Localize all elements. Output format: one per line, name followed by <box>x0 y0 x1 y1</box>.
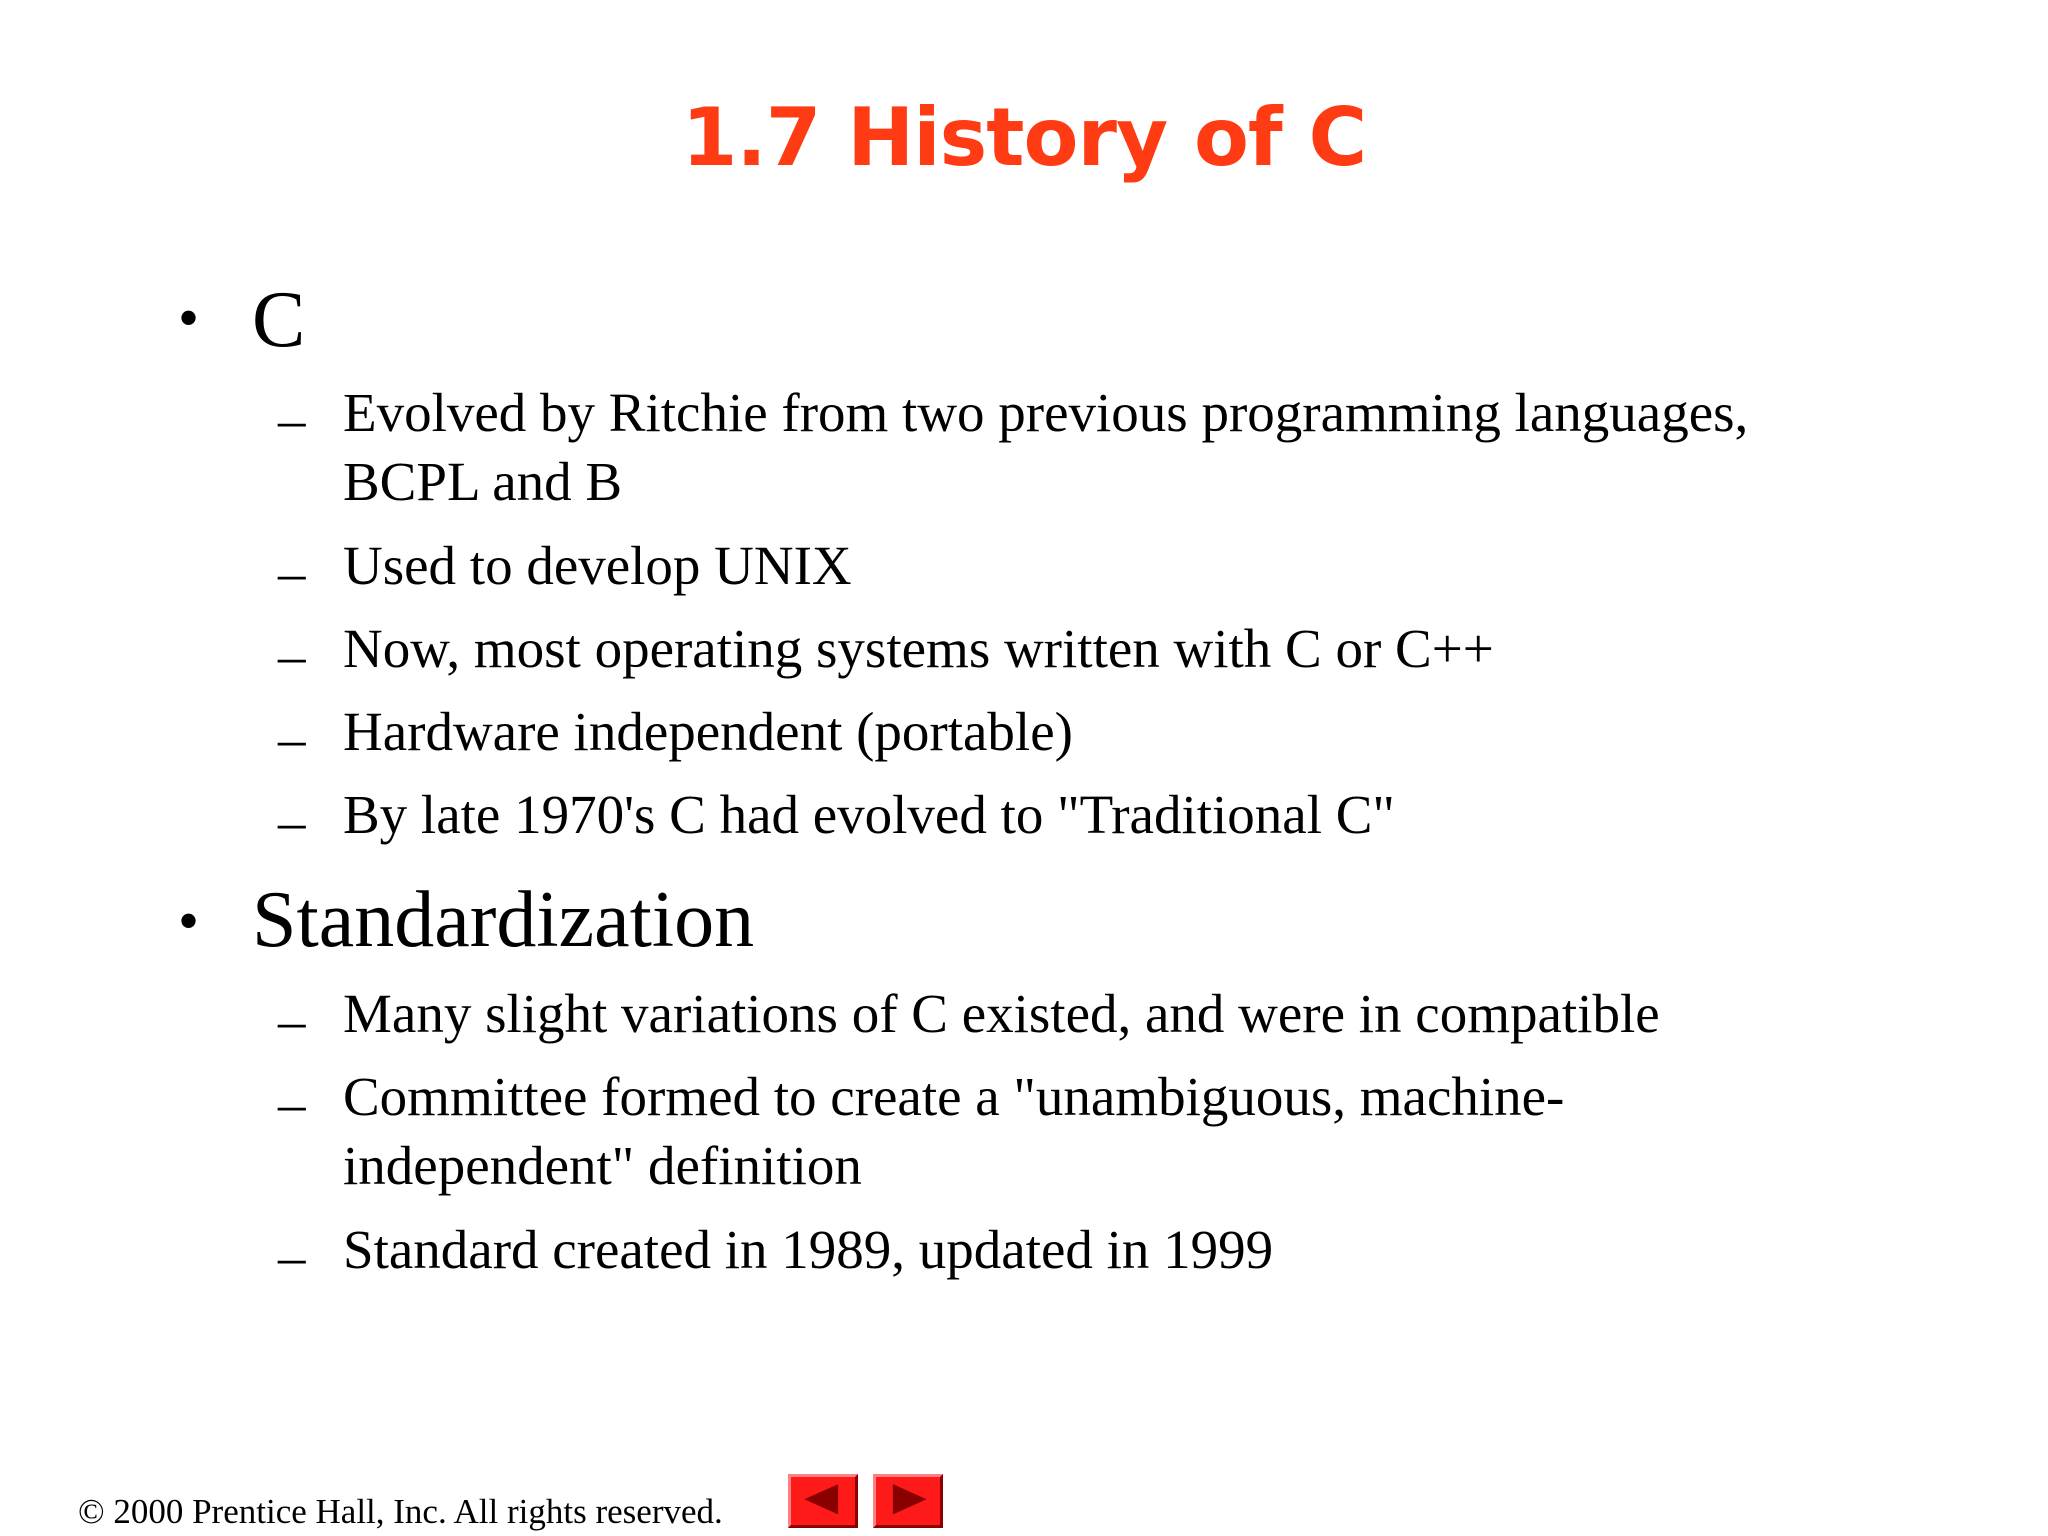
list-item-line: Committee formed to create a "unambiguous, machine- <box>343 1066 1565 1127</box>
next-slide-button[interactable] <box>873 1474 943 1528</box>
dash: – <box>278 1226 306 1287</box>
right-arrow-icon <box>876 1477 940 1525</box>
section-heading-c: C <box>252 276 306 364</box>
list-item <box>343 378 1748 516</box>
slide-title: 1.7 History of C <box>681 91 1367 184</box>
previous-slide-button[interactable] <box>788 1474 858 1528</box>
dash: – <box>278 791 306 852</box>
list-item: By late 1970's C had evolved to "Traditional C" <box>343 784 1395 845</box>
bullet-dot: • <box>178 888 200 954</box>
dash: – <box>278 1073 306 1134</box>
list-item: Hardware independent (portable) <box>343 701 1073 762</box>
bullet-dot: • <box>178 285 200 351</box>
list-item: Many slight variations of C existed, and were in compatible <box>343 983 1660 1044</box>
list-item: Used to develop UNIX <box>343 535 852 596</box>
dash: – <box>278 389 306 450</box>
list-item: Standard created in 1989, updated in 1999 <box>343 1219 1274 1280</box>
list-item: Now, most operating systems written with C or C++ <box>343 618 1494 679</box>
list-item-line: BCPL and B <box>343 451 623 512</box>
section-heading-standardization: Standardization <box>252 876 755 964</box>
dash: – <box>278 990 306 1051</box>
dash: – <box>278 542 306 603</box>
dash: – <box>278 625 306 686</box>
dash: – <box>278 708 306 769</box>
copyright-footer: © 2000 Prentice Hall, Inc. All rights reserved. <box>78 1492 723 1531</box>
list-item-line: independent" definition <box>343 1135 862 1196</box>
list-item-line: Evolved by Ritchie from two previous programming languages, <box>343 382 1749 443</box>
list-item <box>343 1062 1564 1200</box>
left-arrow-icon <box>791 1477 855 1525</box>
